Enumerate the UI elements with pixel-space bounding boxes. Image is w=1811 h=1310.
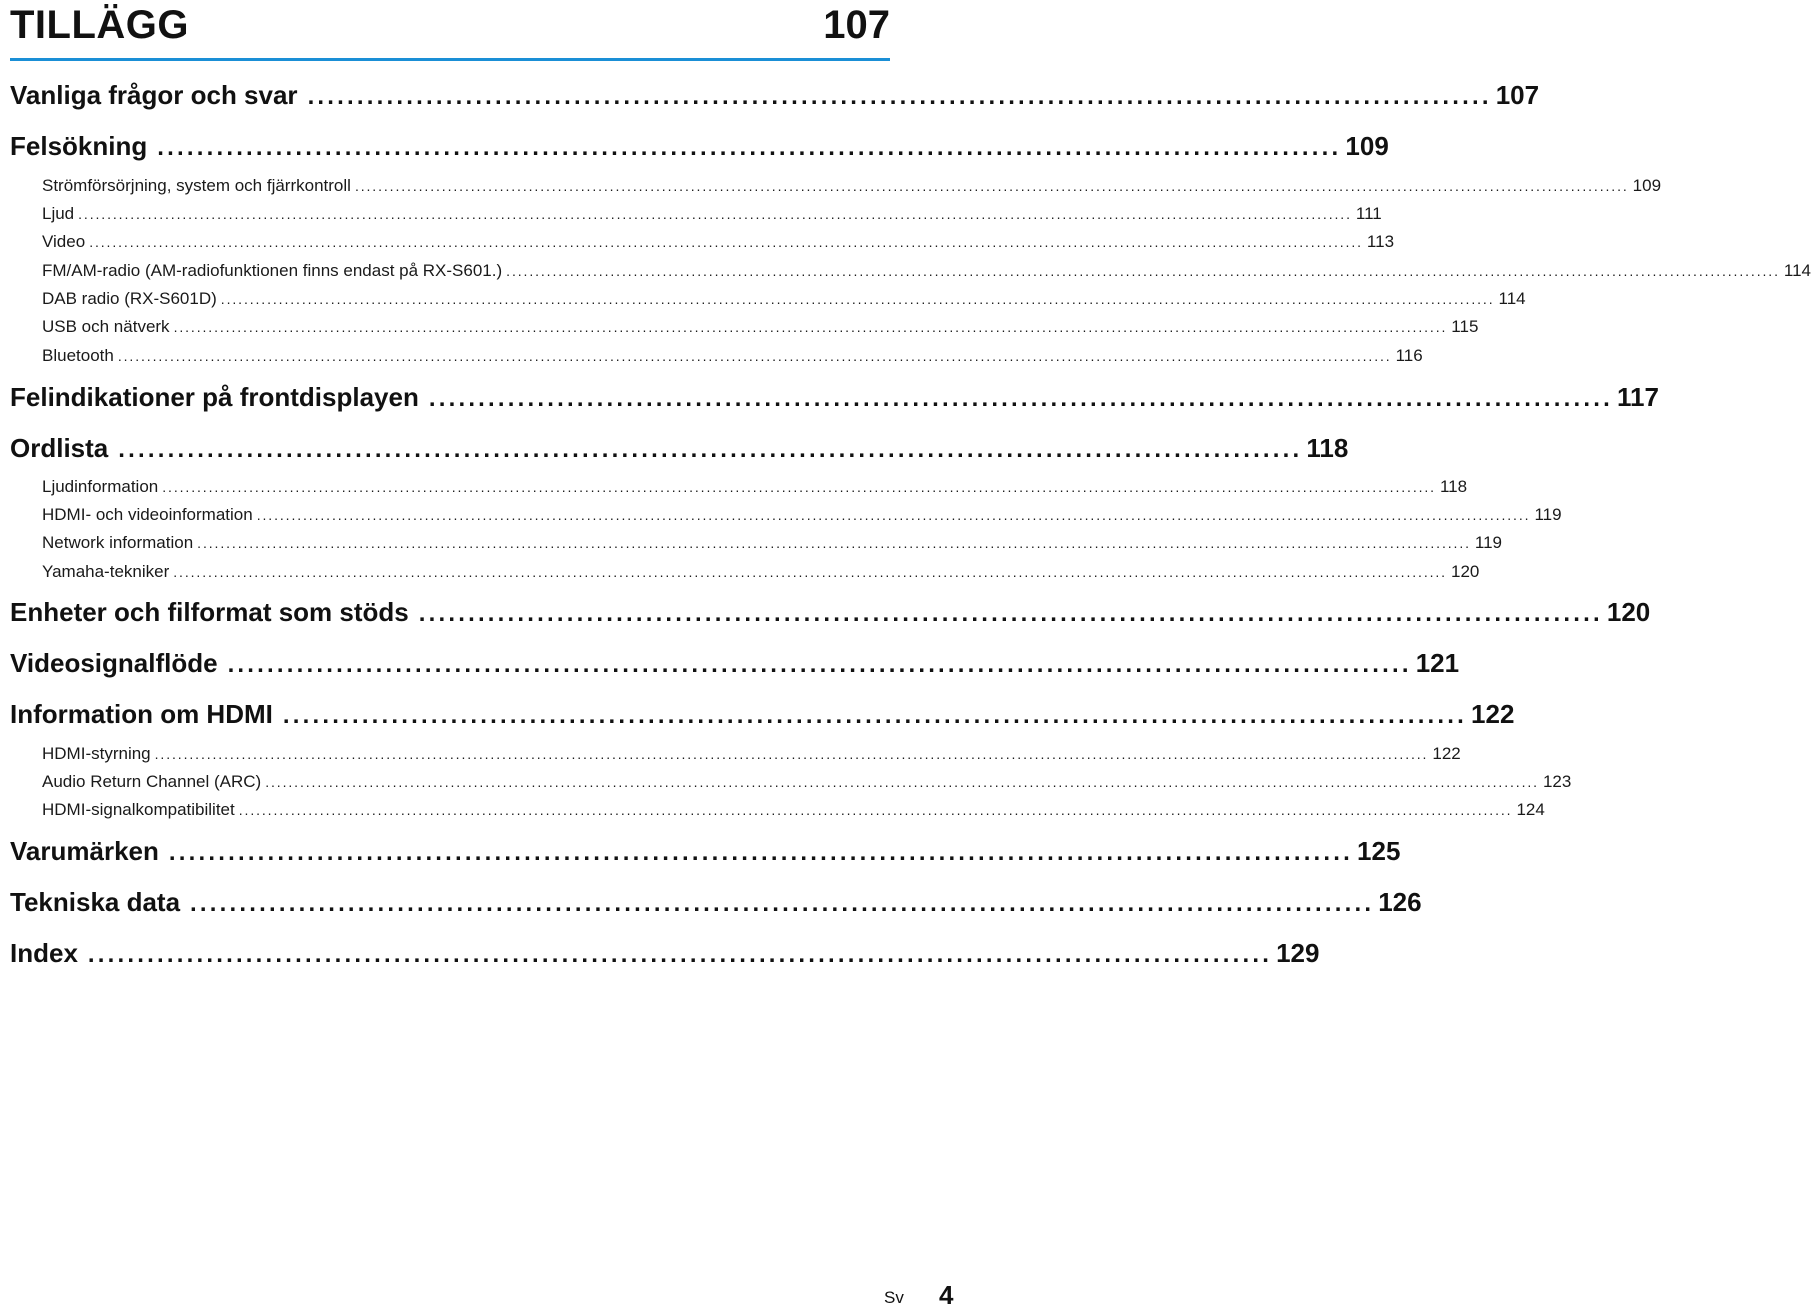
toc-entry-label: USB och nätverk	[42, 317, 170, 336]
dot-leader: ........................................................................................................................	[190, 890, 1375, 917]
toc-subsection-link[interactable]	[42, 287, 1526, 311]
toc-entry-page: 125	[1357, 836, 1401, 866]
dot-leader: ........................................................................................................................	[428, 385, 1613, 412]
toc-entry-page: 123	[1542, 772, 1572, 791]
toc-subsection-link[interactable]	[42, 770, 1572, 794]
dot-leader: ........................................................................................................................	[227, 651, 1412, 678]
dot-leader: ............................................................................................................................................................................................................................	[117, 348, 1392, 364]
toc-entry-page: 111	[1355, 204, 1382, 223]
toc-entry-page: 129	[1276, 938, 1320, 968]
toc-entry-label: HDMI-styrning	[42, 744, 151, 763]
toc-section-link[interactable]	[10, 78, 1540, 112]
toc-entry-label: HDMI- och videoinformation	[42, 505, 253, 524]
dot-leader: ............................................................................................................................................................................................................................	[162, 479, 1436, 495]
toc-entry-label: DAB radio (RX-S601D)	[42, 289, 217, 308]
toc-entry-label: Ljudinformation	[42, 477, 159, 496]
toc-entry-label: Vanliga frågor och svar	[10, 80, 298, 110]
toc-entry-label: Videosignalflöde	[10, 648, 218, 678]
toc-entry-page: 119	[1474, 533, 1503, 552]
toc-entry-label: HDMI-signalkompatibilitet	[42, 800, 235, 819]
dot-leader: ............................................................................................................................................................................................................................	[173, 319, 1448, 335]
toc-entry-page: 118	[1439, 477, 1468, 496]
toc-entry-page: 121	[1415, 648, 1460, 678]
toc-entry-label: Information om HDMI	[10, 699, 273, 729]
dot-leader: ........................................................................................................................	[87, 941, 1273, 968]
toc-section-link[interactable]	[10, 646, 1460, 680]
dot-leader: ........................................................................................................................	[418, 600, 1603, 627]
toc-entry-label: Video	[42, 232, 86, 251]
dot-leader: ............................................................................................................................................................................................................................	[89, 234, 1363, 250]
toc-entry-label: Felindikationer på frontdisplayen	[10, 382, 419, 412]
toc-entry-label: Felsökning	[10, 131, 148, 161]
toc-subsection-link[interactable]	[42, 315, 1479, 339]
dot-leader: ............................................................................................................................................................................................................................	[265, 774, 1539, 790]
toc-entry-page: 113	[1366, 232, 1395, 251]
toc-entry-page: 117	[1617, 382, 1659, 412]
toc-entry-label: Network information	[42, 533, 194, 552]
toc-entry-page: 118	[1306, 433, 1349, 463]
toc-section-link[interactable]	[10, 834, 1401, 868]
toc-section-link[interactable]	[10, 380, 1659, 414]
toc-section-link[interactable]	[10, 595, 1651, 629]
toc-subsection-link[interactable]	[42, 742, 1461, 766]
toc-entry-page: 120	[1450, 562, 1480, 581]
toc-entry-page: 114	[1498, 289, 1526, 308]
toc-subsection-link[interactable]	[42, 503, 1562, 527]
toc-entry-label: Strömförsörjning, system och fjärrkontroll	[42, 176, 351, 195]
toc-subsection-link[interactable]	[42, 174, 1662, 198]
toc-entry-label: FM/AM-radio (AM-radiofunktionen finns endast på RX-S601.)	[42, 261, 503, 280]
dot-leader: ............................................................................................................................................................................................................................	[173, 564, 1447, 580]
dot-leader: ............................................................................................................................................................................................................................	[506, 263, 1780, 279]
dot-leader: ........................................................................................................................	[307, 83, 1492, 110]
dot-leader: ............................................................................................................................................................................................................................	[220, 291, 1495, 307]
dot-leader: ........................................................................................................................	[157, 134, 1342, 161]
toc-entry-label: Ordlista	[10, 433, 109, 463]
footer-language: Sv	[884, 1288, 904, 1307]
toc-section-link[interactable]	[10, 885, 1422, 919]
toc-entry-page: 115	[1451, 317, 1479, 336]
toc-entry-label: Enheter och filformat som stöds	[10, 597, 409, 627]
section-title: TILLÄGG	[10, 3, 190, 47]
dot-leader: ............................................................................................................................................................................................................................	[78, 206, 1352, 222]
toc-subsection-link[interactable]	[42, 560, 1480, 584]
toc-entry-label: Varumärken	[10, 836, 159, 866]
dot-leader: ............................................................................................................................................................................................................................	[354, 178, 1629, 194]
toc-section-link[interactable]	[10, 697, 1515, 731]
toc-entry-page: 122	[1471, 699, 1515, 729]
dot-leader: ........................................................................................................................	[118, 436, 1303, 463]
toc-entry-page: 116	[1395, 346, 1423, 365]
dot-leader: ........................................................................................................................	[168, 839, 1354, 866]
toc-entry-label: Ljud	[42, 204, 75, 223]
toc-entry-page: 126	[1378, 887, 1422, 917]
toc-entry-page: 122	[1432, 744, 1461, 763]
toc-subsection-link[interactable]	[42, 475, 1468, 499]
section-header	[10, 0, 890, 58]
dot-leader: ........................................................................................................................	[282, 702, 1468, 729]
toc-entry-page: 109	[1632, 176, 1662, 195]
toc-subsection-link[interactable]	[42, 230, 1395, 254]
toc-entry-page: 124	[1516, 800, 1545, 819]
toc-entry-page: 120	[1606, 597, 1651, 627]
toc-entry-label: Yamaha-tekniker	[42, 562, 170, 581]
toc-entry-page: 119	[1534, 505, 1562, 524]
header-divider	[10, 58, 890, 61]
section-page-number: 107	[823, 3, 890, 47]
toc-subsection-link[interactable]	[42, 344, 1423, 368]
toc-subsection-link[interactable]	[42, 202, 1382, 226]
dot-leader: ............................................................................................................................................................................................................................	[256, 507, 1531, 523]
toc-entry-label: Audio Return Channel (ARC)	[42, 772, 262, 791]
toc-entry-label: Bluetooth	[42, 346, 114, 365]
toc-entry-page: 107	[1495, 80, 1540, 110]
toc-section-link[interactable]	[10, 431, 1349, 465]
dot-leader: ............................................................................................................................................................................................................................	[154, 746, 1429, 762]
toc-entry-label: Tekniska data	[10, 887, 181, 917]
toc-entry-label: Index	[10, 938, 78, 968]
toc-subsection-link[interactable]	[42, 531, 1503, 555]
toc-section-link[interactable]	[10, 936, 1320, 970]
footer-page-number: 4	[939, 1280, 954, 1310]
toc-subsection-link[interactable]	[42, 798, 1545, 822]
toc-entry-page: 114	[1783, 261, 1811, 280]
dot-leader: ............................................................................................................................................................................................................................	[197, 535, 1471, 551]
toc-section-link[interactable]	[10, 129, 1389, 163]
dot-leader: ............................................................................................................................................................................................................................	[238, 802, 1513, 818]
toc-entry-page: 109	[1345, 131, 1389, 161]
toc-subsection-link[interactable]	[42, 259, 1811, 283]
